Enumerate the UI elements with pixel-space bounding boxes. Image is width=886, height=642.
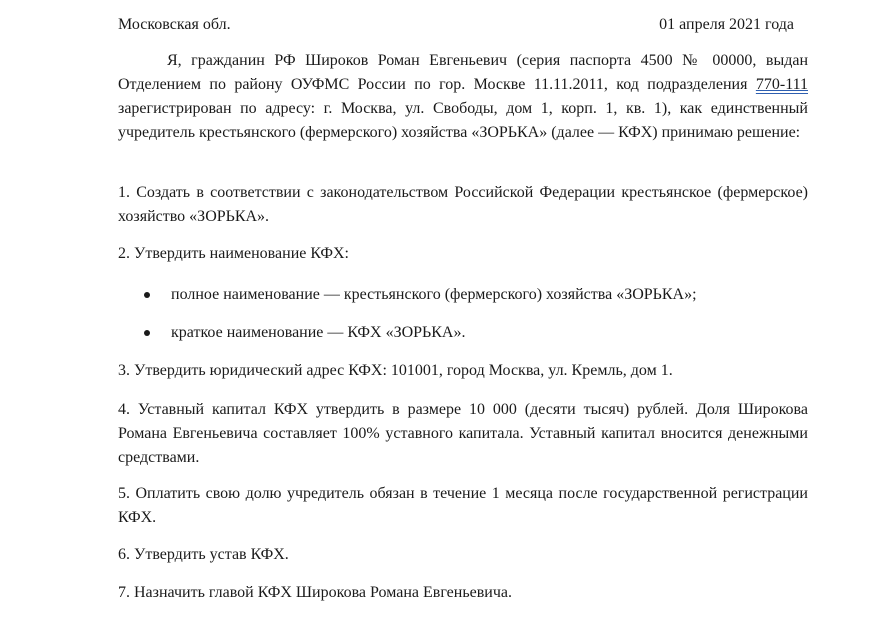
item-5: 5. Оплатить свою долю учредитель обязан в течение 1 месяца после государственной регистрации КФХ. [118,485,808,526]
place-label: Московская обл. [118,16,231,33]
date-label: 01 апреля 2021 года [659,16,794,33]
intro-text-part1: Я, гражданин РФ Широков Роман Евгеньевич (серия паспорта 4500 № 00000, выдан Отделением по району ОУФМС России по гор. Москве 11.11.2011, код подразделения [118,52,808,93]
bullet-full-name-text: полное наименование — крестьянского (фермерского) хозяйства «ЗОРЬКА»; [171,286,697,303]
bullet-icon [144,330,150,336]
item-2: 2. Утвердить наименование КФХ: [118,245,349,262]
item-6: 6. Утвердить устав КФХ. [118,546,289,563]
item-7: 7. Назначить главой КФХ Широкова Романа Евгеньевича. [118,584,512,601]
bullet-short-name-text: краткое наименование — КФХ «ЗОРЬКА». [171,324,466,341]
item-4: 4. Уставный капитал КФХ утвердить в размере 10 000 (десяти тысяч) рублей. Доля Широкова Романа Евгеньевича составляет 100% уставного капитала. Уставный капитал вносится денежными средствами. [118,401,808,466]
intro-paragraph [118,49,808,145]
document-header [118,14,794,36]
intro-text-part2: зарегистрирован по адресу: г. Москва, ул. Свободы, дом 1, корп. 1, кв. 1), как единственный учредитель крестьянского (фермерского) хозяйства «ЗОРЬКА» (далее — КФХ) принимаю решение: [118,100,808,141]
bullet-icon [144,292,150,298]
department-code: 770-111 [755,76,808,93]
item-3: 3. Утвердить юридический адрес КФХ: 101001, город Москва, ул. Кремль, дом 1. [118,362,673,379]
item-1: 1. Создать в соответствии с законодательством Российской Федерации крестьянское (фермерское) хозяйство «ЗОРЬКА». [118,184,808,225]
